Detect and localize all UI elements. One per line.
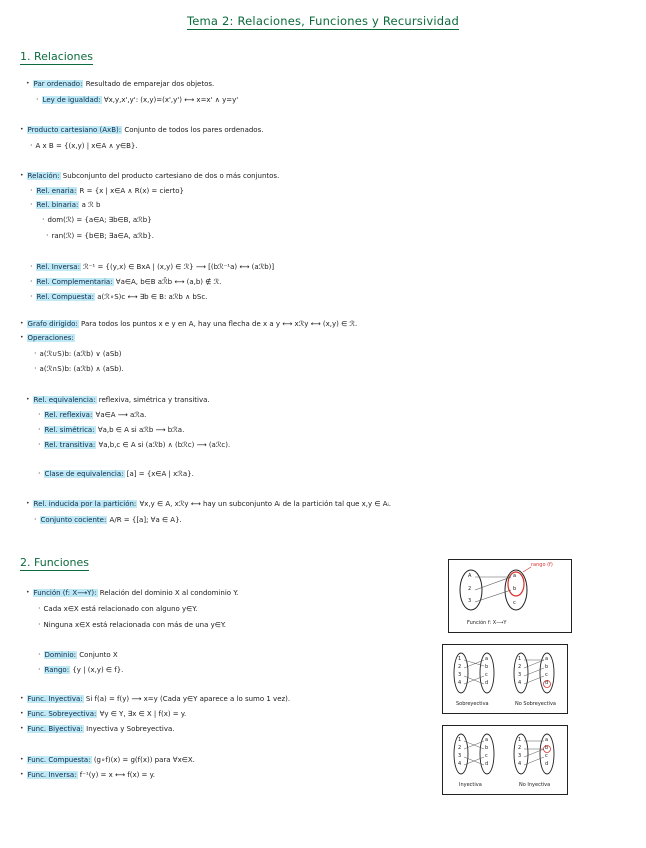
num-2: 2 xyxy=(458,664,462,670)
relacion-line: • Relación: Subconjunto del producto cartesiano de dos o más conjuntos. xyxy=(20,172,279,181)
grafo-dirigido-line: • Grafo dirigido: Para todos los puntos x e y en A, hay una flecha de x a y ⟷ xℛy ⟷ (x,y) ∈ ℛ. xyxy=(20,320,357,329)
inum-2b: 2 xyxy=(518,745,522,751)
conjunto-cociente-line: · Conjunto cociente: A/R = {[a]; ∀a ∈ A}. xyxy=(34,515,182,525)
func-inyectiva-line: • Func. Inyectiva: Si f(a) = f(y) ⟶ x=y (Cada y∈Y aparece a lo sumo 1 vez). xyxy=(20,695,290,704)
ninguna-line: · Ninguna x∈X está relacionada con más de una y∈Y. xyxy=(38,620,226,630)
ilet-db: d xyxy=(545,761,549,767)
funcion-line: • Función (f: X⟶Y): Relación del dominio X al condominio Y. xyxy=(26,589,238,598)
rel-enaria-line: · Rel. enaria: R = {x | x∈A ∧ R(x) = cierto} xyxy=(30,186,184,196)
ni-arrow-3 xyxy=(524,749,544,757)
ilet-c: c xyxy=(485,753,488,759)
ns-arrow-3 xyxy=(524,668,544,676)
rango-line: · Rango: {y | (x,y) ∈ f}. xyxy=(38,665,123,675)
function-diagram xyxy=(448,559,572,633)
sobreyectiva-caption: Sobreyectiva xyxy=(456,701,489,707)
num-1b: 1 xyxy=(518,656,522,662)
func-biyectiva-line: • Func. Biyectiva: Inyectiva y Sobreyectiva. xyxy=(20,725,174,734)
dom-line: · dom(ℛ) = {a∈A; ∃b∈B, aℛb} xyxy=(42,215,152,225)
producto-cartesiano-line: • Producto cartesiano (AxB): Conjunto de todos los pares ordenados. xyxy=(20,126,263,135)
func-sobreyectiva-line: • Func. Sobreyectiva: ∀y ∈ Y, ∃x ∈ X | f(x) = y. xyxy=(20,710,186,719)
function-caption: Función f: X⟶Y xyxy=(467,620,507,626)
x-label-2: 3 xyxy=(468,598,472,604)
ilet-b: b xyxy=(485,745,489,751)
section-heading-funciones: 2. Funciones xyxy=(20,556,89,569)
injective-diagram xyxy=(442,725,568,795)
clase-equivalencia-line: · Clase de equivalencia: [a] = {x∈A | xℛa}. xyxy=(38,469,194,479)
inum-1: 1 xyxy=(458,737,462,743)
num-1: 1 xyxy=(458,656,462,662)
let-bb: b xyxy=(545,664,549,670)
rel-complementaria-line: · Rel. Complementaria: ∀a∈A, b∈B aℛ̄b ⟷ (a,b) ∉ ℛ. xyxy=(30,277,221,287)
let-a: a xyxy=(485,656,489,662)
inum-4: 4 xyxy=(458,761,462,767)
inum-3: 3 xyxy=(458,753,462,759)
oper-inter-line: · a(ℛ∩S)b: (aℛb) ∧ (aSb). xyxy=(34,364,124,374)
let-c: c xyxy=(485,672,488,678)
rel-binaria-line: · Rel. binaria: a ℛ b xyxy=(30,200,100,210)
inum-2: 2 xyxy=(458,745,462,751)
num-4: 4 xyxy=(458,680,462,686)
inum-1b: 1 xyxy=(518,737,522,743)
ilet-bb: b xyxy=(545,745,549,751)
let-db: d xyxy=(545,680,549,686)
no-inyectiva-caption: No Inyectiva xyxy=(519,782,551,788)
let-cb: c xyxy=(545,672,548,678)
inum-3b: 3 xyxy=(518,753,522,759)
range-pointer xyxy=(523,567,531,572)
num-2b: 2 xyxy=(518,664,522,670)
let-b: b xyxy=(485,664,489,670)
ilet-ab: a xyxy=(545,737,549,743)
ran-line: · ran(ℛ) = {b∈B; ∃a∈A, aℛb}. xyxy=(46,231,154,241)
ilet-d: d xyxy=(485,761,489,767)
section-heading-relaciones: 1. Relaciones xyxy=(20,50,94,63)
rel-reflexiva-line: · Rel. reflexiva: ∀a∈A ⟶ aℛa. xyxy=(38,410,146,420)
x-label-1: 2 xyxy=(468,586,472,592)
num-4b: 4 xyxy=(518,680,522,686)
ilet-a: a xyxy=(485,737,489,743)
rel-transitiva-line: · Rel. transitiva: ∀a,b,c ∈ A si (aℛb) ∧ (bℛc) ⟶ (aℛc). xyxy=(38,440,230,450)
rel-compuesta-line: · Rel. Compuesta: a(ℛ∘S)c ⟷ ∃b ∈ B: aℛb ∧ bSc. xyxy=(30,292,207,302)
inyectiva-caption: Inyectiva xyxy=(459,782,482,788)
x-label-0: A xyxy=(468,573,472,579)
y-label-1: b xyxy=(513,586,517,592)
operaciones-line: • Operaciones: xyxy=(20,334,75,343)
range-label: rango (f) xyxy=(531,562,553,568)
ilet-cb: c xyxy=(545,753,548,759)
func-inversa-line: • Func. Inversa: f⁻¹(y) = x ⟷ f(x) = y. xyxy=(20,771,155,780)
par-ordenado-line: • Par ordenado: Resultado de emparejar dos objetos. xyxy=(26,80,214,89)
num-3: 3 xyxy=(458,672,462,678)
rel-simetrica-line: · Rel. simétrica: ∀a,b ∈ A si aℛb ⟶ bℛa. xyxy=(38,425,184,435)
rel-equivalencia-line: • Rel. equivalencia: reflexiva, simétrica y transitiva. xyxy=(26,396,210,405)
surjective-diagram xyxy=(442,644,568,714)
rel-inversa-line: · Rel. Inversa: ℛ⁻¹ = {(y,x) ∈ BxA | (x,y) ∈ ℛ} ⟶ [(bℛ⁻¹a) ⟷ (aℛb)] xyxy=(30,262,274,272)
oper-union-line: · a(ℛ∪S)b: (aℛb) ∨ (aSb) xyxy=(34,349,121,359)
rel-inducida-line: • Rel. inducida por la partición: ∀x,y ∈ A, xℛy ⟷ hay un subconjunto Aᵢ de la partición tal que x,y ∈ Aᵢ. xyxy=(26,500,391,509)
cada-line: · Cada x∈X está relacionado con alguno y∈Y. xyxy=(38,604,197,614)
func-compuesta-line: • Func. Compuesta: (g∘f)(x) = g(f(x)) para ∀x∈X. xyxy=(20,756,195,765)
y-label-0: a xyxy=(513,573,517,579)
inum-4b: 4 xyxy=(518,761,522,767)
no-sobreyectiva-caption: No Sobreyectiva xyxy=(515,701,556,707)
page-title: Tema 2: Relaciones, Funciones y Recursividad xyxy=(186,14,460,28)
y-label-2: c xyxy=(513,600,516,606)
dominio-line: · Dominio: Conjunto X xyxy=(38,650,118,660)
ley-igualdad-line: · Ley de igualdad: ∀x,y,x',y': (x,y)=(x',y') ⟷ x=x' ∧ y=y' xyxy=(36,95,238,105)
num-3b: 3 xyxy=(518,672,522,678)
producto-def-line: · A x B = {(x,y) | x∈A ∧ y∈B}. xyxy=(30,141,138,151)
let-ab: a xyxy=(545,656,549,662)
let-d: d xyxy=(485,680,489,686)
